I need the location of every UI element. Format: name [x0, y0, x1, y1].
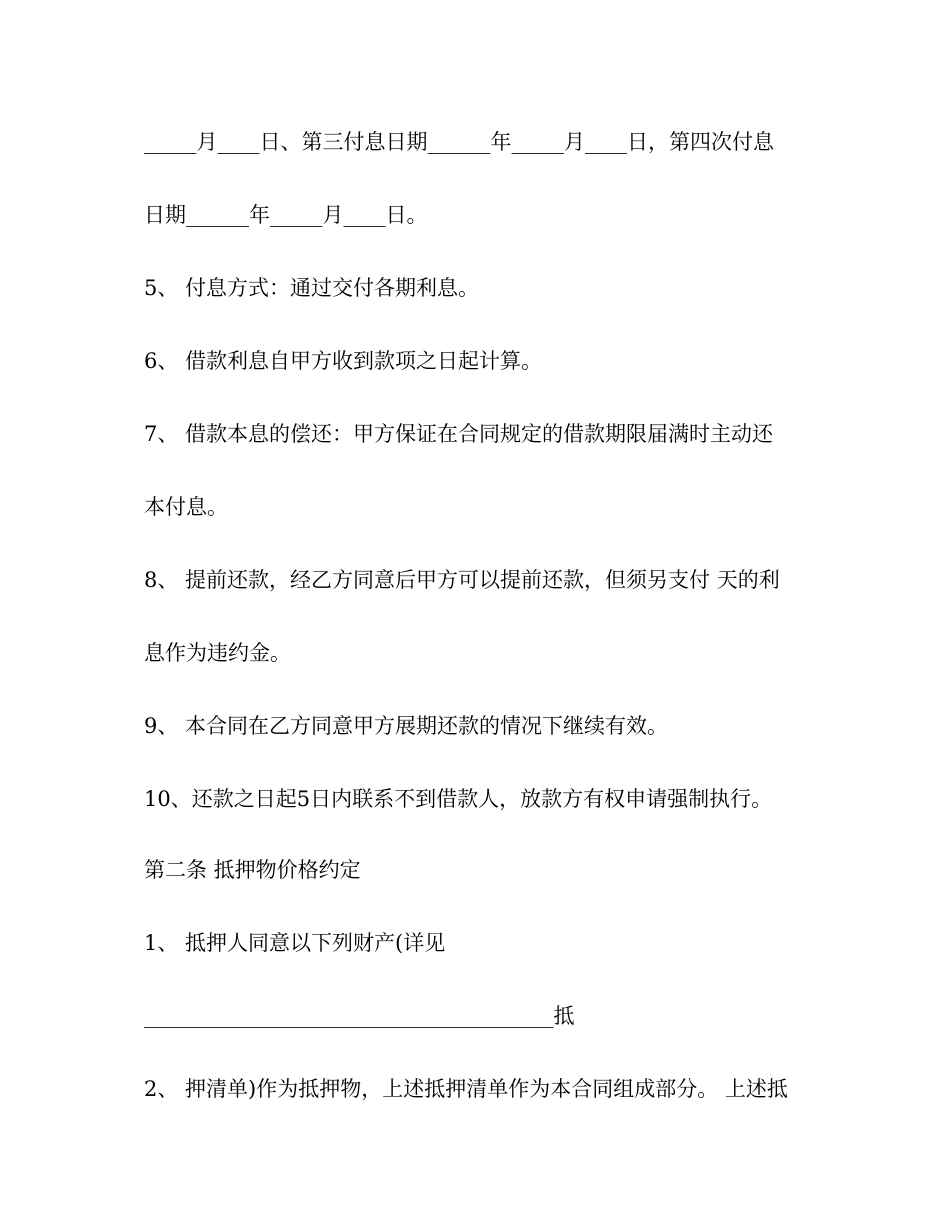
article-2-clause-1-blank: _______________________________________抵 — [144, 1004, 575, 1028]
clause-5: 5、 付息方式：通过交付各期利息。 — [144, 276, 480, 300]
text-line-interest-dates: _____月____日、第三付息日期______年_____月____日，第四次付息 — [144, 130, 774, 154]
article-2-clause-2: 2、 押清单)作为抵押物，上述抵押清单作为本合同组成部分。 上述抵 — [144, 1077, 788, 1101]
clause-9: 9、 本合同在乙方同意甲方展期还款的情况下继续有效。 — [144, 714, 669, 738]
clause-8-cont: 息作为违约金。 — [144, 641, 291, 665]
clause-10: 10、还款之日起5日内联系不到借款人，放款方有权申请强制执行。 — [144, 787, 773, 811]
clause-6: 6、 借款利息自甲方收到款项之日起计算。 — [144, 349, 543, 373]
clause-7: 7、 借款本息的偿还：甲方保证在合同规定的借款期限届满时主动还 — [144, 422, 774, 446]
clause-8: 8、 提前还款，经乙方同意后甲方可以提前还款，但须另支付 天的利 — [144, 568, 780, 592]
text-line-interest-dates-cont: 日期______年_____月____日。 — [144, 203, 428, 227]
clause-7-cont: 本付息。 — [144, 495, 228, 519]
section-heading-article-2: 第二条 抵押物价格约定 — [144, 858, 361, 882]
article-2-clause-1: 1、 抵押人同意以下列财产(详见 — [144, 931, 446, 955]
